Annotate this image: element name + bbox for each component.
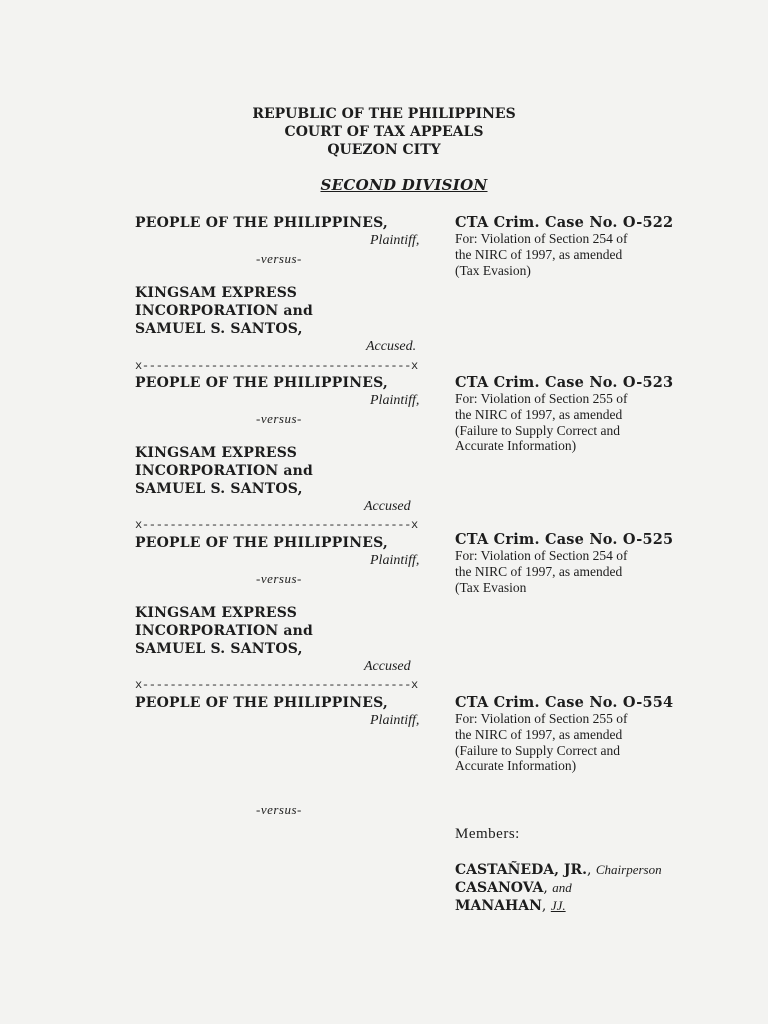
accused-line: SAMUEL S. SANTOS, [135,321,303,337]
plaintiff-name: PEOPLE OF THE PHILIPPINES, [135,695,388,711]
case-number: CTA Crim. Case No. O-525 [455,531,674,548]
plaintiff-name: PEOPLE OF THE PHILIPPINES, [135,535,388,551]
case-number: CTA Crim. Case No. O-554 [455,694,674,711]
versus-label: -versus- [256,251,302,266]
accused-line: INCORPORATION and [135,303,314,319]
accused-line: SAMUEL S. SANTOS, [135,481,303,497]
case-number: CTA Crim. Case No. O-523 [455,374,674,391]
accused-line: KINGSAM EXPRESS [135,605,298,621]
accused-line: KINGSAM EXPRESS [135,445,298,461]
member-entry: CASANOVA, and [455,880,572,896]
versus-label: -versus- [256,411,302,426]
case-separator: x---------------------------------------x [135,518,418,532]
plaintiff-name: PEOPLE OF THE PHILIPPINES, [135,215,388,231]
versus-label: -versus- [256,571,302,586]
accused-line: INCORPORATION and [135,623,314,639]
case-description: For: Violation of Section 255 of the NIRC of 1997, as amended (Failure to Supply Correct and Accurate Information) [455,711,628,774]
member-name: MANAHAN [455,898,542,914]
case-separator: x---------------------------------------x [135,678,418,692]
member-entry: MANAHAN, JJ. [455,898,566,914]
case-description: For: Violation of Section 254 of the NIRC of 1997, as amended (Tax Evasion [455,548,628,595]
accused-line: SAMUEL S. SANTOS, [135,641,303,657]
member-entry: CASTAÑEDA, JR., Chairperson [455,862,662,878]
plaintiff-role: Plaintiff, [370,553,420,568]
case-description: For: Violation of Section 255 of the NIRC of 1997, as amended (Failure to Supply Correct and Accurate Information) [455,391,628,454]
member-title: and [552,880,572,895]
accused-line: KINGSAM EXPRESS [135,285,298,301]
members-label: Members: [455,826,520,842]
versus-label: -versus- [256,802,302,817]
case-number: CTA Crim. Case No. O-522 [455,214,674,231]
member-name: CASTAÑEDA, JR. [455,862,587,878]
accused-role: Accused [364,499,411,514]
member-title: JJ. [550,898,566,913]
case-description: For: Violation of Section 254 of the NIRC of 1997, as amended (Tax Evasion) [455,231,628,278]
plaintiff-role: Plaintiff, [370,713,420,728]
plaintiff-name: PEOPLE OF THE PHILIPPINES, [135,375,388,391]
case-separator: x---------------------------------------x [135,359,418,373]
member-title: Chairperson [595,862,662,877]
accused-line: INCORPORATION and [135,463,314,479]
division-title: SECOND DIVISION [320,176,488,194]
plaintiff-role: Plaintiff, [370,233,420,248]
accused-role: Accused [364,659,411,674]
accused-role: Accused. [366,339,417,354]
plaintiff-role: Plaintiff, [370,393,420,408]
member-name: CASANOVA [455,880,544,896]
header-court: COURT OF TAX APPEALS [284,124,484,140]
header-republic: REPUBLIC OF THE PHILIPPINES [252,106,516,122]
header-city: QUEZON CITY [327,142,441,158]
